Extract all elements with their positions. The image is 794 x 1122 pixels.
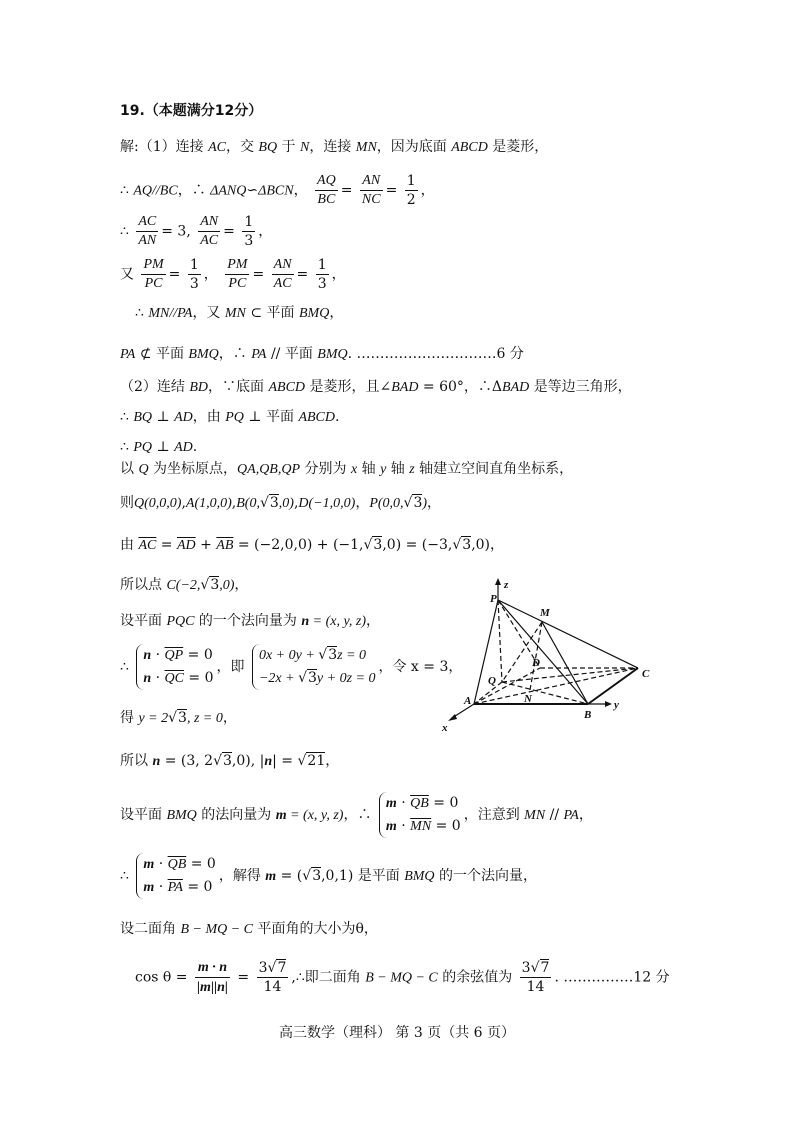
edge-QB	[502, 682, 588, 704]
edge-MB	[542, 622, 588, 704]
label-D: D	[532, 657, 540, 669]
label-z: z	[504, 579, 509, 591]
edge-BC	[588, 668, 638, 704]
page-footer: 高三数学（理科） 第 3 页（共 6 页）	[278, 1025, 516, 1041]
solution-line-14: 设平面 PQC 的一个法向量为 n = (x, y, z)，	[120, 613, 381, 629]
solution-line-7: （2）连结 BD，∵底面 ABCD 是菱形，且∠BAD = 60°，∴ΔBAD 是等边三角形，	[120, 379, 632, 395]
z-arrow-icon	[495, 578, 501, 585]
label-C: C	[642, 668, 650, 680]
solution-line-5: ∴ MN//PA，又 MN ⊂ 平面 BMQ，	[135, 305, 344, 321]
solution-line-15: ∴ $n \cdot \overline{QP} = 0$ $n \cdot \overline{QC} = 0$ ，即 0x + 0y + √3z = 0 −2x + √3y + 0z = 0 ，令 x = 3，	[120, 644, 462, 690]
solution-line-9: ∴ PQ ⊥ AD.	[120, 439, 198, 455]
solution-line-11: 则Q(0,0,0),A(1,0,0),B(0,√3,0),D(−1,0,0)，P(0,0,√3)，	[120, 495, 442, 511]
label-A: A	[464, 695, 472, 707]
label-P: P	[490, 593, 497, 605]
solution-line-4: 又 $\frac{PM}{PC}$ = $\frac{1}{3}$ ， $\frac{PM}{PC}$ = $\frac{AN}{AC}$ = $\frac{1}{3}$ ，	[120, 257, 346, 292]
edge-PQ	[498, 600, 502, 682]
edge-PC	[498, 600, 638, 668]
label-Q: Q	[488, 675, 496, 687]
solution-line-2: ∴ AQ//BC，∴ ΔANQ∽ΔBCN， $\frac{AQ}{BC}$ = $\frac{AN}{NC}$ = $\frac{1}{2}$ ，	[120, 173, 435, 208]
problem-title: 19.（本题满分12分）	[120, 103, 263, 119]
solution-line-8: ∴ BQ ⊥ AD，由 PQ ⊥ 平面 ABCD.	[120, 409, 340, 425]
label-B: B	[584, 709, 592, 721]
label-x: x	[442, 722, 448, 733]
solution-line-12: 由 $\overline{AC} = \overline{AD} + \overline{AB} = (-2,0,0) + (-1,√3,0) = (-3,√3,0)$，	[120, 537, 505, 553]
label-M: M	[540, 607, 550, 619]
edge-MN	[530, 622, 542, 690]
y-arrow-icon	[605, 701, 612, 707]
solution-line-16: 得 y = 2√3, z = 0，	[120, 710, 237, 726]
solution-line-19: ∴ $m \cdot \overline{QB} = 0$ $m \cdot \overline{PA} = 0$ ，解得 m = (√3,0,1) 是平面 BMQ 的一个法向量，	[120, 853, 537, 899]
solution-line-20: 设二面角 B − MQ − C 平面角的大小为θ，	[120, 921, 378, 937]
solution-line-21: cos θ = $\frac{m \cdot n}{|m||n|}$ = $\frac{3√7}{14}$ ,∴即二面角 B − MQ − C 的余弦值为 $\frac{3√7}{14}$ . ……………12 分	[135, 960, 670, 995]
solution-line-10: 以 Q 为坐标原点，QA,QB,QP 分别为 x 轴 y 轴 z 轴建立空间直角坐标系，	[120, 461, 574, 477]
solution-line-17: 所以 n = (3, 2√3,0), |n| = √21，	[120, 753, 340, 769]
label-y: y	[614, 699, 619, 711]
edge-QC	[502, 668, 638, 682]
solution-line-18: 设平面 BMQ 的法向量为 m = (x, y, z)，∴ $m \cdot \overline{QB} = 0$ $m \cdot \overline{MN} = 0$ ，注意到 MN // PA，	[120, 792, 593, 838]
solution-line-6: PA ⊄ 平面 BMQ，∴ PA // 平面 BMQ. …………………………6 分	[120, 346, 524, 362]
label-N: N	[524, 693, 532, 705]
solution-line-1: 解:（1）连接 AC，交 BQ 于 N，连接 MN，因为底面 ABCD 是菱形，	[120, 139, 549, 155]
solution-line-13: 所以点 C(−2,√3,0)，	[120, 577, 249, 593]
pyramid-figure	[438, 578, 660, 733]
solution-line-3: ∴ $\frac{AC}{AN}$ = 3, $\frac{AN}{AC}$ = $\frac{1}{3}$ ，	[120, 214, 273, 249]
edge-MQ	[502, 622, 542, 682]
